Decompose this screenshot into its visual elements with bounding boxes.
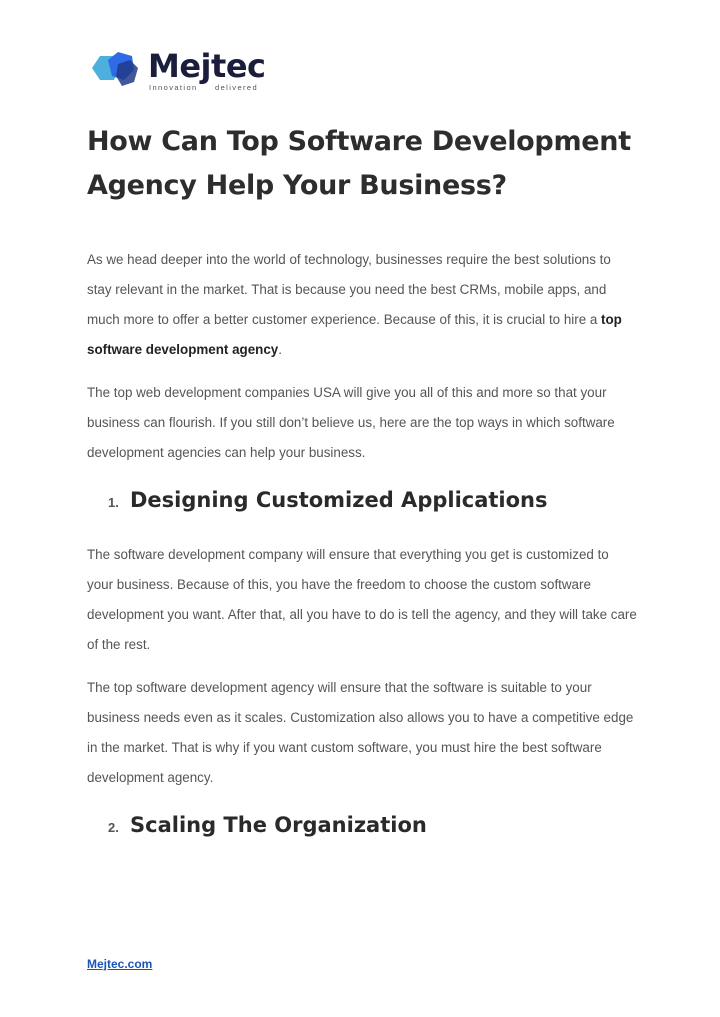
brand-logo [90,46,290,96]
section-heading-text: Scaling The Organization [130,813,427,837]
section-1-paragraph-2: The top software development agency will ensure that the software is suitable to your business needs even as it scales. Customization also allows you to have a competitive edge in the market. That is why if you want custom software, you must hire the best software development agency. [87,680,634,785]
section-number: 2. [108,820,119,835]
article-title: How Can Top Software Development Agency Help Your Business? [87,126,631,201]
intro-paragraph-1 [87,245,637,365]
section-heading-text: Designing Customized Applications [130,488,548,512]
section-number: 1. [108,495,119,510]
logo-hexagon-icon [90,50,148,90]
section-heading-1 [108,488,548,512]
highlight-keyword: top software development agency [87,312,622,357]
brand-tagline: Innovation delivered [149,83,259,92]
footer-website-link[interactable]: Mejtec.com [87,957,153,971]
section-1-paragraph-1: The software development company will ensure that everything you get is customized to your business. Because of this, you have the freedom to choose the custom software development you want. After that, all you have to do is tell the agency, and they will take care of the rest. [87,547,637,652]
intro-period: . [278,342,282,357]
section-heading-2 [108,813,427,837]
brand-name: Mejtec [148,47,266,85]
intro-text: As we head deeper into the world of technology, businesses require the best solutions to stay relevant in the market. That is because you need the best CRMs, mobile apps, and much more to offer a better customer experience. Because of this, it is crucial to hire a [87,252,611,327]
intro-paragraph-2: The top web development companies USA will give you all of this and more so that your business can flourish. If you still don’t believe us, here are the top ways in which software development agencies can help your business. [87,385,615,460]
